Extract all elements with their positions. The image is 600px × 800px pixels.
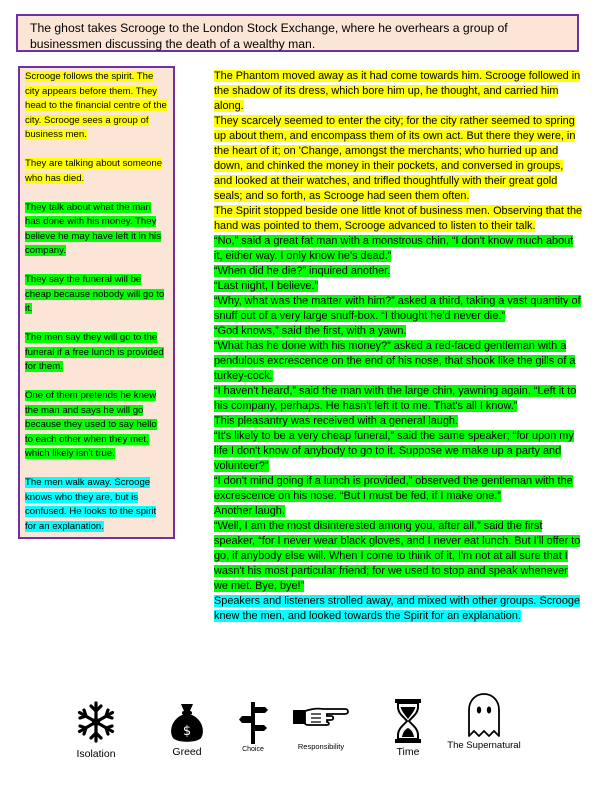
passage-paragraph: “No,” said a great fat man with a monstrous chin, “I don't know much about it, either way. I only know he's dead.” xyxy=(214,235,574,262)
passage-paragraph: They scarcely seemed to enter the city; for the city rather seemed to spring up about them, and encompass them of its own act. But there they were, in the heart of it; on 'Change, amongst the merchants; who hurried up and down, and chinked the money in their pockets, and conversed in groups, and looked at their watches, and trifled thoughtfully with their great gold seals; and so forth, as Scrooge had seen them often. xyxy=(214,115,576,202)
passage-paragraph: “I don't mind going if a lunch is provided,” observed the gentleman with the excrescence on his nose. “But I must be fed, if I make one.” xyxy=(214,475,573,502)
passage-paragraph: “Well, I am the most disinterested among you, after all,” said the first speaker, “for I never wear black gloves, and I never eat lunch. But I'll offer to go, if anybody else will. When I come to think of it, I'm not at all sure that I wasn't his most particular friend; for we used to stop and speak whenever we met. Bye, bye!” xyxy=(214,520,581,592)
passage-paragraph: “What has he done with his money?” asked a red-faced gentleman with a pendulous excrescence on the end of his nose, that shook like the gills of a turkey-cock. xyxy=(214,340,576,382)
summary-point: One of them pretends he knew the man and says he will go because they used to say hello to each other when they met, which likely isn't true. xyxy=(25,390,157,459)
theme-label: Choice xyxy=(242,746,264,753)
header-text: The ghost takes Scrooge to the London Stock Exchange, where he overhears a group of businessmen discussing the death of a wealthy man. xyxy=(30,21,508,51)
hourglass-icon xyxy=(394,698,422,744)
summary-point: The men say they will go to the funeral if a free lunch is provided for them. xyxy=(25,332,164,372)
passage-paragraph: Another laugh. xyxy=(214,505,285,517)
pointing-hand-icon xyxy=(291,700,351,732)
theme-isolation xyxy=(66,700,126,760)
theme-label: The Supernatural xyxy=(447,740,521,751)
passage-paragraph: “I haven't heard,” said the man with the large chin, yawning again. “Left it to his company, perhaps. He hasn't left it to me. That's all I know.” xyxy=(214,385,577,412)
theme-label: Isolation xyxy=(76,748,116,760)
passage-paragraph: “When did he die?” inquired another. xyxy=(214,265,391,277)
theme-label: Greed xyxy=(172,746,202,758)
passage-paragraph: Speakers and listeners strolled away, and mixed with other groups. Scrooge knew the men, and looked towards the Spirit for an explanation. xyxy=(214,595,581,622)
summary-point: They are talking about someone who has died. xyxy=(25,158,163,184)
theme-label: Responsibility xyxy=(297,742,345,751)
summary-point: The men walk away. Scrooge knows who they are, but is confused. He looks to the spirit for an explanation. xyxy=(25,477,157,532)
passage-paragraph: This pleasantry was received with a general laugh. xyxy=(214,415,458,427)
theme-time xyxy=(388,698,428,758)
theme-responsibility xyxy=(288,700,354,751)
summary-point: They say the funeral will be cheap because nobody will go to it. xyxy=(25,274,165,314)
theme-choice xyxy=(232,700,274,753)
passage-paragraph: The Phantom moved away as it had come towards him. Scrooge followed in the shadow of its dress, which bore him up, he thought, and carried him along. xyxy=(214,70,581,112)
money-bag-icon xyxy=(167,700,207,744)
passage-paragraph: “Why, what was the matter with him?” asked a third, taking a vast quantity of snuff out of a very large snuff-box. “I thought he'd never die.” xyxy=(214,295,581,322)
svg-text:$: $ xyxy=(182,724,192,739)
passage-paragraph: “It's likely to be a very cheap funeral,” said the same speaker; “for upon my life I don't know of anybody to go to it. Suppose we make up a party and volunteer?” xyxy=(214,430,574,472)
summary-header xyxy=(16,14,579,52)
passage-paragraph: “God knows,” said the first, with a yawn. xyxy=(214,325,407,337)
summary-sidebar xyxy=(18,66,175,539)
passage-paragraph: “Last night, I believe.” xyxy=(214,280,319,292)
extract-passage xyxy=(214,69,584,624)
summary-point: They talk about what the man has done with his money. They believe he may have left it in his company. xyxy=(25,201,161,256)
signpost-icon xyxy=(238,700,268,744)
theme-supernatural xyxy=(440,692,528,751)
theme-greed xyxy=(161,700,213,758)
ghost-icon xyxy=(466,692,502,738)
theme-label: Time xyxy=(396,746,420,758)
snowflake-icon xyxy=(74,700,118,744)
summary-point: Scrooge follows the spirit. The city appears before them. They head to the financial centre of the city. Scrooge sees a group of business men. xyxy=(25,71,167,140)
passage-paragraph: The Spirit stopped beside one little knot of business men. Observing that the hand was pointed to them, Scrooge advanced to listen to their talk. xyxy=(214,205,583,232)
